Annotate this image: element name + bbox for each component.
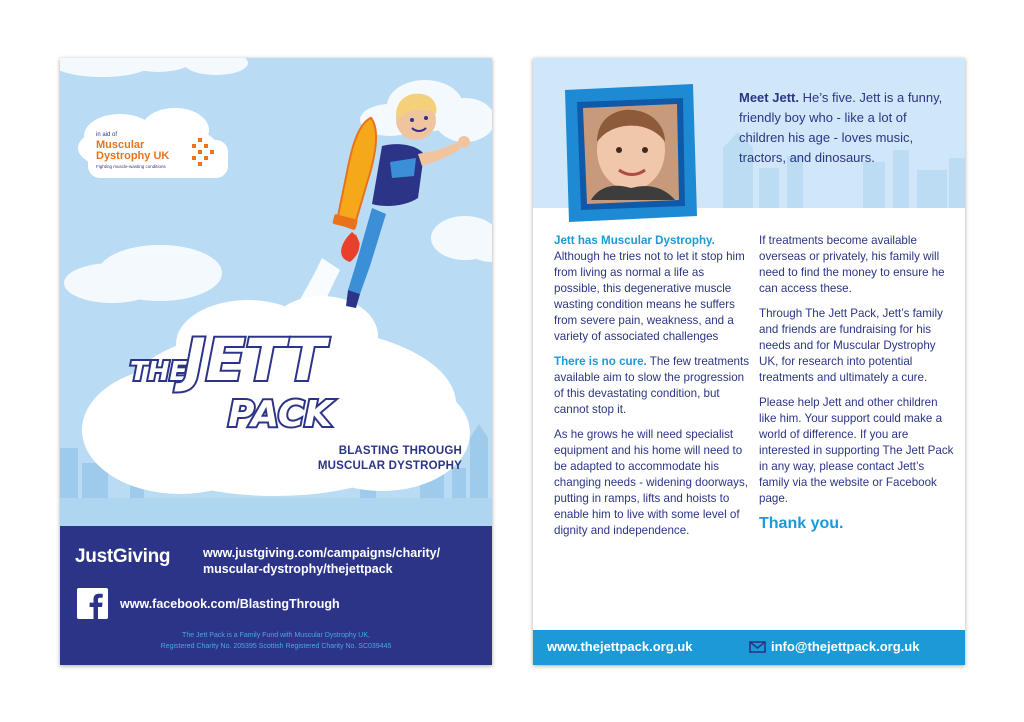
- facebook-link[interactable]: www.facebook.com/BlastingThrough: [120, 597, 340, 611]
- justgiving-logo: JustGiving: [75, 546, 171, 567]
- logo-name-line2: Dystrophy UK: [96, 150, 170, 162]
- facebook-icon[interactable]: [77, 588, 108, 619]
- intro-text: [739, 88, 947, 168]
- no-cure-body: The few treatments available aim to slow the progression of this devastating condition, but cannot stop it.: [554, 355, 750, 416]
- paragraph-condition: [554, 233, 750, 345]
- envelope-icon: [749, 641, 766, 653]
- condition-body: Although he tries not to let it stop him from living as normal a life as possible, this degenerative muscle wasting condition means he suffers from severe pain, weakness, and a variety of associated challenges: [554, 250, 745, 343]
- legal-line2: Registered Charity No. 205395 Scottish Registered Charity No. SC039445: [160, 643, 392, 650]
- thank-you: Thank you.: [759, 515, 844, 532]
- justgiving-url-line1[interactable]: www.justgiving.com/campaigns/charity/: [203, 546, 441, 560]
- paragraph-equipment: As he grows he will need specialist equipment and his home will need to be adapted to accommodate his changing needs - widening doorways, putting in ramps, lifts and hoists to enable him to live with some level of dignity and independence.: [554, 428, 748, 537]
- paragraph-fundraising: Through The Jett Pack, Jett’s family and friends are fundraising for his needs and for Muscular Dystrophy UK, for research into potential treatments and ultimately a cure.: [759, 307, 943, 384]
- back-flyer: [533, 58, 965, 665]
- front-flyer: [60, 58, 492, 665]
- justgiving-url-line2[interactable]: muscular-dystrophy/thejettpack: [203, 562, 393, 576]
- paragraph-no-cure: [554, 354, 750, 418]
- svg-text:PACK: PACK: [228, 394, 333, 435]
- logo-tagline: Fighting muscle-wasting conditions: [96, 164, 166, 169]
- logo-in-aid: in aid of: [96, 132, 118, 138]
- paragraph-help: Please help Jett and other children like him. Your support could make a world of difference. If you are interested in supporting The Jett Pack in any way, please contact Jett’s family via the website or Facebook page.: [759, 396, 954, 505]
- front-footer: [60, 526, 492, 665]
- muscular-dystrophy-uk-logo: [82, 122, 232, 178]
- svg-text:JETT: JETT: [184, 326, 326, 394]
- intro-body: He’s five. Jett is a funny, friendly boy who - like a lot of children his age - loves music, tractors, and dinosaurs.: [739, 90, 943, 165]
- svg-text:THE: THE: [130, 357, 188, 387]
- logo-name-line1: Muscular: [96, 139, 145, 151]
- email-link[interactable]: info@thejettpack.org.uk: [771, 639, 920, 654]
- body-column-left: [554, 233, 750, 548]
- subtitle-line1: BLASTING THROUGH: [338, 445, 462, 457]
- title-line1: [60, 58, 61, 59]
- subtitle-line2: MUSCULAR DYSTROPHY: [317, 460, 462, 472]
- website-link[interactable]: www.thejettpack.org.uk: [547, 639, 693, 654]
- subtitle: [276, 444, 462, 474]
- legal-text: [60, 630, 492, 652]
- back-footer: [533, 630, 965, 665]
- justgiving-link[interactable]: [203, 545, 440, 577]
- paragraph-treatments: If treatments become available overseas or privately, his family will need to find the money to ensure he can access these.: [759, 234, 945, 295]
- no-cure-heading: There is no cure.: [554, 355, 647, 368]
- photo-frame: [561, 84, 699, 222]
- condition-heading: Jett has Muscular Dystrophy.: [554, 234, 715, 247]
- intro-bold: Meet Jett.: [739, 90, 799, 105]
- legal-line1: The Jett Pack is a Family Fund with Muscular Dystrophy UK,: [182, 632, 370, 639]
- body-column-right: [759, 233, 955, 532]
